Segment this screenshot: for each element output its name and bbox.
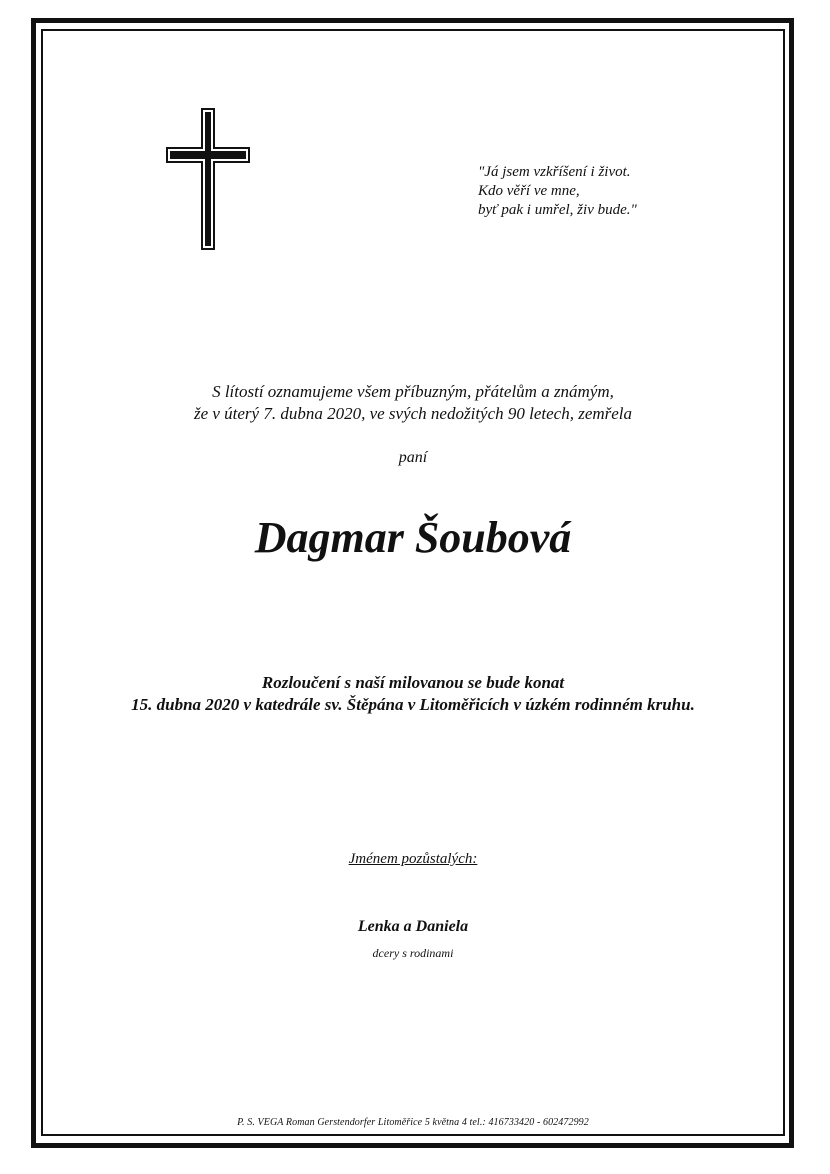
footer-imprint: P. S. VEGA Roman Gerstendorfer Litoměřice 5 května 4 tel.: 416733420 - 602472992 xyxy=(237,1117,589,1128)
quote-line: "Já jsem vzkříšení i život. xyxy=(478,164,631,180)
mourner-relation: dcery s rodinami xyxy=(372,946,454,960)
announcement-line: že v úterý 7. dubna 2020, ve svých nedožitých 90 letech, zemřela xyxy=(193,404,633,423)
quote-line: Kdo věří ve mne, xyxy=(478,183,580,199)
quote-line: byť pak i umřel, živ bude." xyxy=(478,202,637,218)
mourner-names: Lenka a Daniela xyxy=(357,918,469,935)
announcement-line: S lítostí oznamujeme všem příbuzným, přátelům a známým, xyxy=(212,382,614,401)
deceased-name: Dagmar Šoubová xyxy=(254,513,572,562)
farewell-line: Rozloučení s naší milovanou se bude konat xyxy=(261,673,565,692)
farewell-text xyxy=(41,672,785,716)
on-behalf-label xyxy=(41,851,785,868)
announcement-text xyxy=(41,381,785,425)
cross-icon xyxy=(166,108,250,250)
on-behalf-text: Jménem pozůstalých: xyxy=(348,851,478,867)
bible-quote xyxy=(478,163,708,220)
farewell-line: 15. dubna 2020 v katedrále sv. Štěpána v Litoměřicích v úzkém rodinném kruhu. xyxy=(131,695,695,714)
salutation: paní xyxy=(398,449,428,466)
